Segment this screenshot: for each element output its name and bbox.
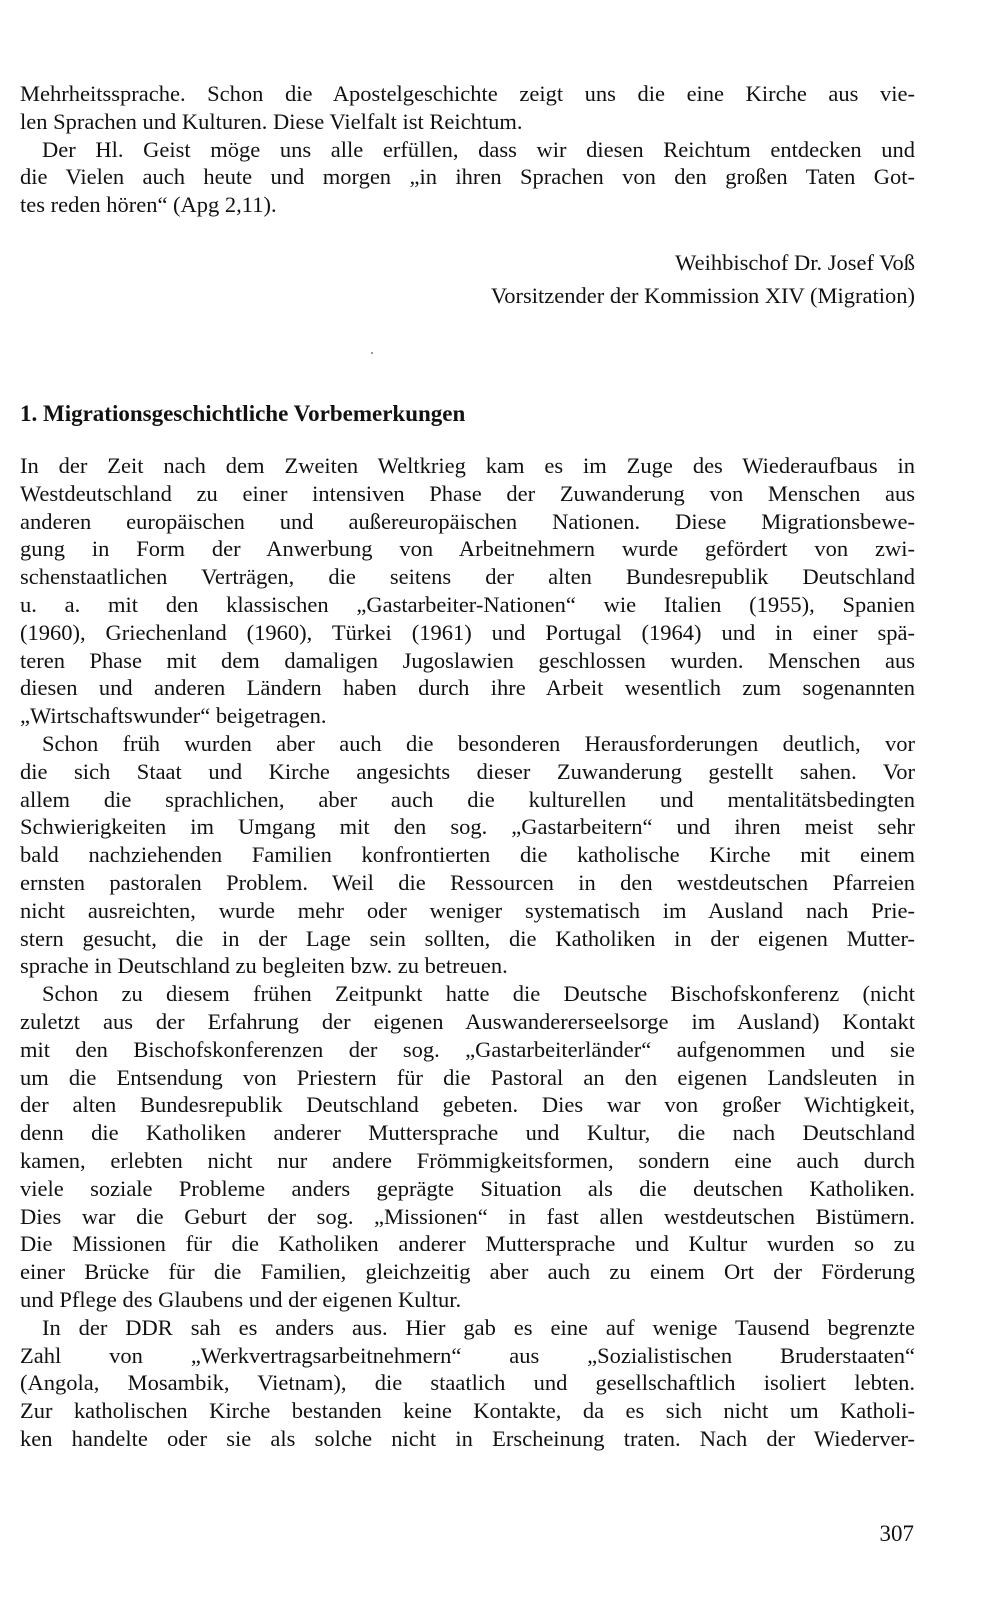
text-line: und Pflege des Glaubens und der eigenen Kultur. bbox=[20, 1286, 462, 1312]
text-line: Die Missionen für die Katholiken anderer Muttersprache und Kultur wurden so zu bbox=[20, 1231, 915, 1257]
text-line: einer Brücke für die Familien, gleichzeitig aber auch zu einem Ort der Förderung bbox=[20, 1259, 915, 1285]
signature-block bbox=[300, 246, 915, 312]
text-line: teren Phase mit dem damaligen Jugoslawien geschlossen wurden. Menschen aus bbox=[20, 647, 915, 673]
section-body bbox=[20, 452, 915, 1453]
text-line: zuletzt aus der Erfahrung der eigenen Auswandererseelsorge im Ausland) Kontakt bbox=[20, 1008, 915, 1034]
text-line: Schon zu diesem frühen Zeitpunkt hatte die Deutsche Bischofskonferenz (nicht bbox=[42, 981, 915, 1007]
page-number: 307 bbox=[879, 1521, 914, 1546]
text-line: u. a. mit den klassischen „Gastarbeiter-Nationen“ wie Italien (1955), Spanien bbox=[20, 591, 915, 617]
text-line: denn die Katholiken anderer Muttersprache und Kultur, die nach Deutschland bbox=[20, 1120, 915, 1146]
text-line: sprache in Deutschland zu begleiten bzw. zu betreuen. bbox=[20, 953, 508, 979]
text-line: stern gesucht, die in der Lage sein sollten, die Katholiken in der eigenen Mutter- bbox=[20, 925, 915, 951]
text-line: bald nachziehenden Familien konfrontierten die katholische Kirche mit einem bbox=[20, 842, 915, 868]
text-line: len Sprachen und Kulturen. Diese Vielfalt ist Reichtum. bbox=[20, 108, 523, 134]
separator-mark bbox=[371, 352, 373, 354]
text-line: Schwierigkeiten im Umgang mit den sog. „Gastarbeitern“ und ihren meist sehr bbox=[20, 814, 915, 840]
signature-role: Vorsitzender der Kommission XIV (Migration) bbox=[490, 283, 915, 308]
text-line: (1960), Griechenland (1960), Türkei (1961) und Portugal (1964) und in einer spä- bbox=[20, 619, 915, 645]
text-line: allem die sprachlichen, aber auch die kulturellen und mentalitätsbedingten bbox=[20, 786, 915, 812]
text-line: gung in Form der Anwerbung von Arbeitnehmern wurde gefördert von zwi- bbox=[20, 536, 915, 562]
signature-name: Weihbischof Dr. Josef Voß bbox=[675, 250, 915, 275]
text-line: Schon früh wurden aber auch die besonderen Herausforderungen deutlich, vor bbox=[42, 730, 915, 756]
preamble-paragraph bbox=[20, 80, 915, 219]
text-line: um die Entsendung von Priestern für die Pastoral an den eigenen Landsleuten in bbox=[20, 1064, 915, 1090]
text-line: Zur katholischen Kirche bestanden keine Kontakte, da es sich nicht um Katholi- bbox=[20, 1398, 915, 1424]
text-line: In der Zeit nach dem Zweiten Weltkrieg kam es im Zuge des Wiederaufbaus in bbox=[20, 453, 915, 478]
text-line: (Angola, Mosambik, Vietnam), die staatlich und gesellschaftlich isoliert lebten. bbox=[20, 1370, 915, 1396]
text-line: ken handelte oder sie als solche nicht in Erscheinung traten. Nach der Wiederver- bbox=[20, 1425, 915, 1451]
text-line: schenstaatlichen Verträgen, die seitens der alten Bundesrepublik Deutschland bbox=[20, 564, 915, 590]
section-heading: 1. Migrationsgeschichtliche Vorbemerkungen bbox=[20, 401, 466, 426]
text-line: die Vielen auch heute und morgen „in ihren Sprachen von den großen Taten Got- bbox=[20, 164, 915, 190]
text-line: „Wirtschaftswunder“ beigetragen. bbox=[20, 703, 327, 729]
text-line: tes reden hören“ (Apg 2,11). bbox=[20, 192, 277, 218]
text-line: Dies war die Geburt der sog. „Missionen“ in fast allen westdeutschen Bistümern. bbox=[20, 1203, 915, 1229]
text-line: nicht ausreichten, wurde mehr oder weniger systematisch im Ausland nach Prie- bbox=[20, 897, 915, 923]
text-line: die sich Staat und Kirche angesichts dieser Zuwanderung gestellt sahen. Vor bbox=[20, 758, 915, 784]
text-line: anderen europäischen und außereuropäischen Nationen. Diese Migrationsbewe- bbox=[20, 508, 915, 534]
text-line: Westdeutschland zu einer intensiven Phase der Zuwanderung von Menschen aus bbox=[20, 480, 915, 506]
text-line: mit den Bischofskonferenzen der sog. „Gastarbeiterländer“ aufgenommen und sie bbox=[20, 1036, 915, 1062]
text-line: Mehrheitssprache. Schon die Apostelgeschichte zeigt uns die eine Kirche aus vie- bbox=[20, 81, 915, 106]
text-line: viele soziale Probleme anders geprägte Situation als die deutschen Katholiken. bbox=[20, 1175, 915, 1201]
text-line: diesen und anderen Ländern haben durch ihre Arbeit wesentlich zum sogenannten bbox=[20, 675, 915, 701]
text-line: In der DDR sah es anders aus. Hier gab es eine auf wenige Tausend begrenzte bbox=[42, 1314, 915, 1340]
text-line: Zahl von „Werkvertragsarbeitnehmern“ aus „Sozialistischen Bruderstaaten“ bbox=[20, 1342, 915, 1368]
text-line: ernsten pastoralen Problem. Weil die Ressourcen in den westdeutschen Pfarreien bbox=[20, 869, 915, 895]
text-line: Der Hl. Geist möge uns alle erfüllen, dass wir diesen Reichtum entdecken und bbox=[42, 136, 915, 162]
text-line: kamen, erlebten nicht nur andere Frömmigkeitsformen, sondern eine auch durch bbox=[20, 1147, 915, 1173]
text-line: der alten Bundesrepublik Deutschland gebeten. Dies war von großer Wichtigkeit, bbox=[20, 1092, 915, 1118]
